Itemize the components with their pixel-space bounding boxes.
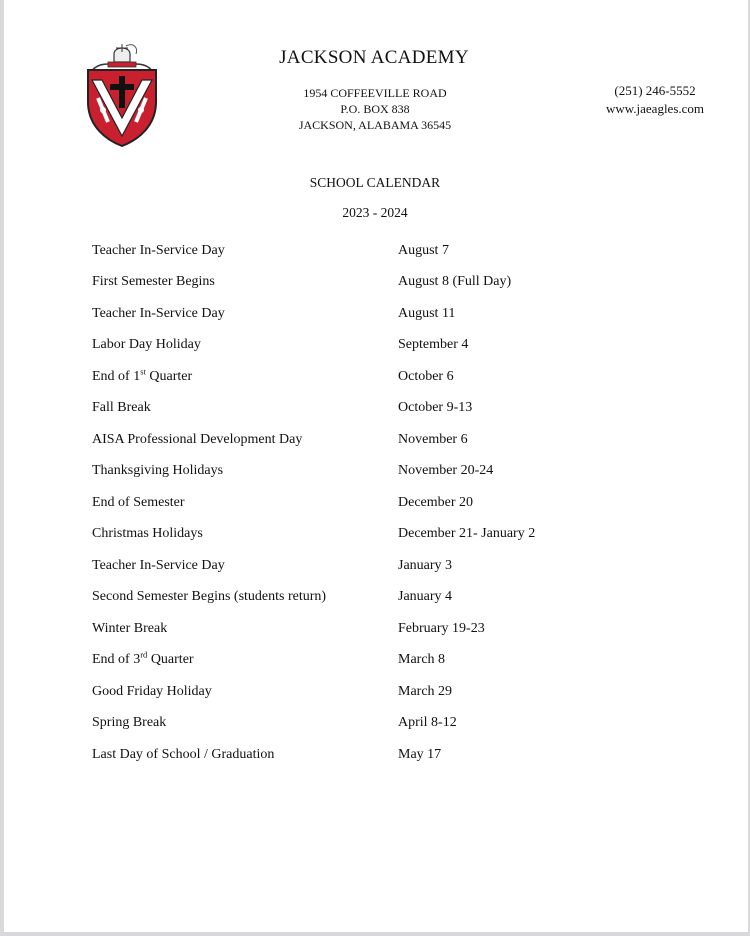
event-name: Thanksgiving Holidays <box>92 463 224 479</box>
address-line-street: 1954 COFFEEVILLE ROAD <box>303 86 447 100</box>
event-date: December 21- January 2 <box>398 526 536 542</box>
calendar-event-row <box>92 298 652 330</box>
school-address <box>282 85 468 133</box>
event-date: March 8 <box>398 652 446 668</box>
event-name-part: End of 3 <box>92 652 141 668</box>
school-name: JACKSON ACADEMY <box>279 47 469 68</box>
calendar-event-row <box>92 393 652 425</box>
event-name: Fall Break <box>92 400 151 416</box>
event-name: Spring Break <box>92 715 167 731</box>
calendar-title: SCHOOL CALENDAR <box>309 175 441 190</box>
event-name <box>92 649 398 668</box>
event-date: August 7 <box>398 242 449 258</box>
address-line-city: JACKSON, ALABAMA 36545 <box>298 118 452 132</box>
event-name-part: End of 1 <box>92 368 141 384</box>
event-date: March 29 <box>398 683 453 699</box>
event-date: April 8-12 <box>398 715 457 731</box>
calendar-event-row <box>92 582 652 614</box>
event-name: End of Semester <box>92 494 185 510</box>
event-name: Christmas Holidays <box>92 526 203 542</box>
event-name: Teacher In-Service Day <box>92 305 225 321</box>
calendar-event-row <box>92 235 652 267</box>
calendar-event-row <box>92 676 652 708</box>
calendar-event-row <box>92 550 652 582</box>
event-date: September 4 <box>398 337 469 353</box>
event-name: Good Friday Holiday <box>92 683 212 699</box>
event-date: December 20 <box>398 494 474 510</box>
event-name-part: Quarter <box>145 368 193 384</box>
ordinal-suffix: rd <box>140 649 148 660</box>
school-crest-icon <box>82 40 162 150</box>
event-name <box>92 366 398 385</box>
calendar-event-row <box>92 330 652 362</box>
event-name: Labor Day Holiday <box>92 337 201 353</box>
calendar-event-row <box>92 645 652 677</box>
event-name: Second Semester Begins (students return) <box>92 589 327 605</box>
school-contact <box>590 82 720 118</box>
event-date: August 11 <box>398 305 456 321</box>
calendar-event-row <box>92 361 652 393</box>
event-name: AISA Professional Development Day <box>92 431 303 447</box>
phone-number: (251) 246-5552 <box>614 83 696 98</box>
event-date: January 3 <box>398 557 453 573</box>
event-date: October 6 <box>398 368 454 384</box>
address-line-pobox: P.O. BOX 838 <box>340 102 410 116</box>
calendar-event-row <box>92 519 652 551</box>
document-page <box>4 0 748 932</box>
website-link: www.jaeagles.com <box>605 101 705 116</box>
event-date: February 19-23 <box>398 620 485 636</box>
event-date: January 4 <box>398 589 453 605</box>
event-date: August 8 (Full Day) <box>398 274 512 290</box>
calendar-event-row <box>92 456 652 488</box>
event-name: Winter Break <box>92 620 168 636</box>
calendar-event-row <box>92 424 652 456</box>
event-name-part: Quarter <box>147 652 194 668</box>
event-date: November 20-24 <box>398 463 494 479</box>
calendar-event-row <box>92 487 652 519</box>
event-name: Last Day of School / Graduation <box>92 746 275 762</box>
calendar-event-row <box>92 613 652 645</box>
event-name: Teacher In-Service Day <box>92 242 225 258</box>
calendar-event-row <box>92 739 652 771</box>
calendar-event-list <box>92 235 652 771</box>
event-name: Teacher In-Service Day <box>92 557 225 573</box>
ordinal-suffix: st <box>140 366 146 377</box>
calendar-event-row <box>92 708 652 740</box>
event-date: November 6 <box>398 431 468 447</box>
calendar-year: 2023 - 2024 <box>342 205 408 220</box>
event-date: May 17 <box>398 746 442 762</box>
event-date: October 9-13 <box>398 400 473 416</box>
calendar-event-row <box>92 267 652 299</box>
event-name: First Semester Begins <box>92 274 215 290</box>
